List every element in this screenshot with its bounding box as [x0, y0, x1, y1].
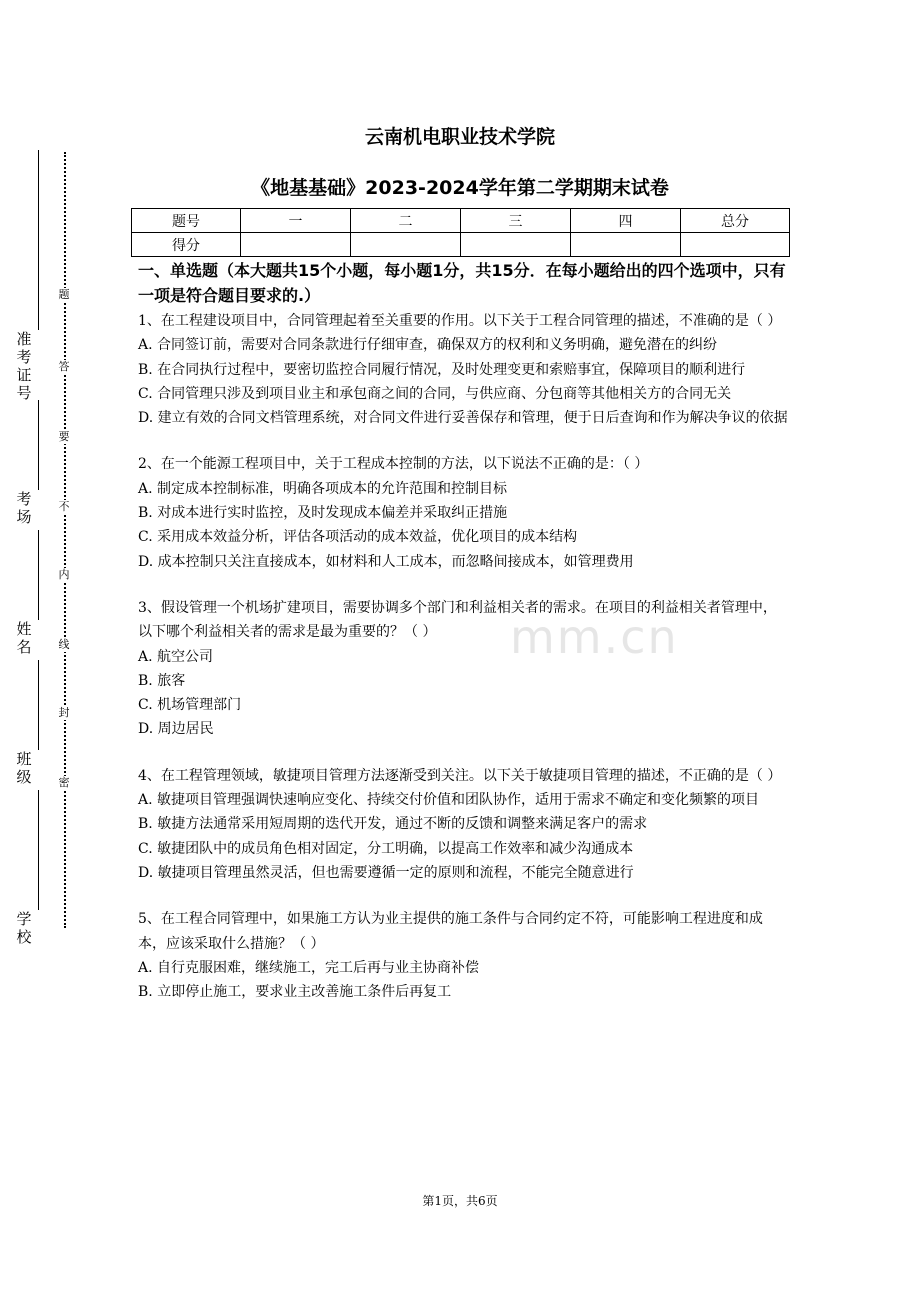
- option: D. 敏捷项目管理虽然灵活，但也需要遵循一定的原则和流程，不能完全随意进行: [138, 864, 634, 881]
- option: A. 航空公司: [138, 648, 214, 665]
- option: A. 制定成本控制标准，明确各项成本的允许范围和控制目标: [138, 480, 508, 497]
- option: B. 敏捷方法通常采用短周期的迭代开发，通过不断的反馈和调整来满足客户的需求: [138, 816, 648, 833]
- seal-char: 内: [58, 568, 70, 581]
- exam-content: [138, 258, 788, 1026]
- underline: [38, 530, 40, 620]
- seal-char: 题: [58, 288, 70, 301]
- option: C. 敏捷团队中的成员角色相对固定，分工明确，以提高工作效率和减少沟通成本: [138, 840, 634, 857]
- option: D. 建立有效的合同文档管理系统，对合同文件进行妥善保存和管理，便于日后查询和作为解决争议的依据: [138, 410, 788, 427]
- question-stem: 3、假设管理一个机场扩建项目，需要协调多个部门和利益相关者的需求。在项目的利益相关者管理中，以下哪个利益相关者的需求是最为重要的？（ ）: [138, 599, 777, 641]
- seal-char: 要: [58, 430, 70, 443]
- score-input-cell[interactable]: [461, 233, 571, 257]
- exam-title: 《地基基础》2023-2024学年第二学期期末试卷: [251, 177, 669, 199]
- label-class: 班级: [16, 750, 32, 786]
- watermark: mm.cn: [510, 610, 679, 664]
- option: C. 采用成本效益分析，评估各项活动的成本效益，优化项目的成本结构: [138, 529, 578, 546]
- seal-line: [64, 152, 66, 928]
- table-cell: 三: [461, 209, 571, 233]
- question: [138, 907, 788, 1004]
- seal-char: 不: [58, 500, 70, 513]
- table-cell: 二: [351, 209, 461, 233]
- question-stem: 1、在工程建设项目中，合同管理起着至关重要的作用。以下关于工程合同管理的描述，不准确的是（ ）: [138, 313, 782, 329]
- question: [138, 309, 788, 430]
- underline: [38, 660, 40, 750]
- question-stem: 4、在工程管理领域，敏捷项目管理方法逐渐受到关注。以下关于敏捷项目管理的描述，不正确的是（ ）: [138, 767, 782, 784]
- option: C. 合同管理只涉及到项目业主和承包商之间的合同，与供应商、分包商等其他相关方的合同无关: [138, 385, 732, 402]
- option: C. 机场管理部门: [138, 697, 242, 714]
- underline: [38, 790, 40, 910]
- underline: [38, 400, 40, 490]
- table-cell: 四: [571, 209, 681, 233]
- seal-char: 封: [58, 706, 70, 719]
- table-cell: 得分: [132, 233, 241, 257]
- school-name: 云南机电职业技术学院: [364, 126, 555, 148]
- label-exam-id: 准考证号: [16, 330, 32, 402]
- question-stem: 5、在工程合同管理中，如果施工方认为业主提供的施工条件与合同约定不符，可能影响工程进度和成本，应该采取什么措施？（ ）: [138, 911, 763, 952]
- label-name: 姓名: [16, 620, 32, 656]
- score-input-cell[interactable]: [681, 233, 790, 257]
- seal-char: 线: [58, 638, 70, 651]
- table-row: [132, 209, 790, 233]
- label-exam-room: 考场: [16, 490, 32, 526]
- seal-char: 密: [58, 776, 70, 789]
- question-stem: 2、在一个能源工程项目中，关于工程成本控制的方法，以下说法不正确的是：（ ）: [138, 456, 649, 473]
- question: [138, 596, 788, 742]
- option: D. 周边居民: [138, 721, 214, 738]
- label-school: 学校: [16, 910, 32, 946]
- question: [138, 764, 788, 885]
- option: B. 对成本进行实时监控，及时发现成本偏差并采取纠正措施: [138, 505, 508, 522]
- option: B. 旅客: [138, 672, 186, 689]
- score-input-cell[interactable]: [571, 233, 681, 257]
- section-title: 一、单选题（本大题共15个小题，每小题1分，共15分．在每小题给出的四个选项中，只有一项是符合题目要求的.）: [138, 261, 786, 305]
- page-footer: 第1页，共6页: [422, 1194, 498, 1208]
- score-table: [131, 208, 790, 257]
- score-input-cell[interactable]: [241, 233, 351, 257]
- table-row: [132, 233, 790, 257]
- question: [138, 452, 788, 573]
- option: D. 成本控制只关注直接成本，如材料和人工成本，而忽略间接成本，如管理费用: [138, 553, 634, 570]
- table-cell: 总分: [681, 209, 790, 233]
- option: A. 自行克服困难，继续施工，完工后再与业主协商补偿: [138, 959, 480, 976]
- score-input-cell[interactable]: [351, 233, 461, 257]
- option: A. 合同签订前，需要对合同条款进行仔细审查，确保双方的权利和义务明确，避免潜在的纠纷: [138, 337, 718, 354]
- seal-char: 答: [58, 360, 70, 373]
- table-cell: 一: [241, 209, 351, 233]
- table-cell: 题号: [132, 209, 241, 233]
- option: A. 敏捷项目管理强调快速响应变化、持续交付价值和团队协作，适用于需求不确定和变化频繁的项目: [138, 792, 760, 809]
- option: B. 在合同执行过程中，要密切监控合同履行情况，及时处理变更和索赔事宜，保障项目的顺利进行: [138, 361, 746, 378]
- option: B. 立即停止施工，要求业主改善施工条件后再复工: [138, 984, 452, 1001]
